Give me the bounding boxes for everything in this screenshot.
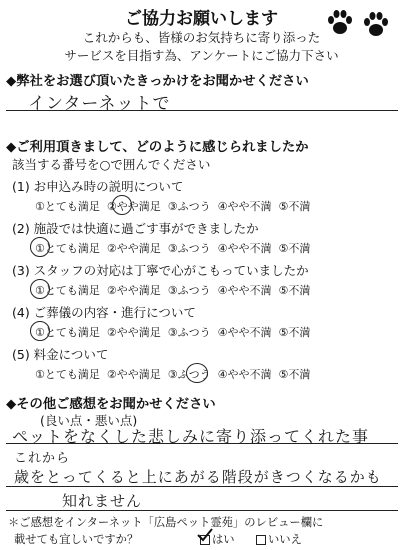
q2-heading: ◆ご利用頂きまして、どのように感じられましたか: [6, 140, 309, 155]
selection-circle: [186, 363, 208, 383]
option-very-satisfied[interactable]: ①とても満足: [35, 368, 100, 381]
option-very-satisfied[interactable]: ①とても満足: [35, 284, 100, 297]
intro-line-1: これからも、皆様のお気持ちに寄り添った: [82, 30, 321, 45]
q2-subheading: 該当する番号を○で囲んでください: [12, 157, 211, 172]
option-somewhat-satisfied[interactable]: ②やや満足: [106, 368, 161, 381]
q2-item-3-options: [35, 282, 317, 298]
option-dissatisfied[interactable]: ⑤不満: [278, 326, 311, 339]
option-neutral[interactable]: ③ふつう: [167, 326, 211, 339]
q2-item-3-label: (3) スタッフの対応は丁寧で心がこもっていましたか: [12, 263, 309, 278]
option-dissatisfied[interactable]: ⑤不満: [278, 200, 311, 213]
answer-line: [6, 486, 398, 487]
option-somewhat-dissatisfied[interactable]: ④やや不満: [217, 242, 272, 255]
consent-no-option[interactable]: [256, 531, 302, 547]
option-somewhat-satisfied[interactable]: ②やや満足: [106, 242, 161, 255]
selection-circle: [30, 321, 50, 341]
answer-line: [6, 110, 398, 111]
selection-circle: [30, 279, 50, 299]
no-label: いいえ: [268, 533, 302, 546]
q2-item-2-label: (2) 施設では快適に過ごす事ができましたか: [12, 221, 259, 236]
q2-item-4-options: [35, 324, 317, 340]
answer-line: [6, 443, 398, 444]
option-somewhat-satisfied[interactable]: ②やや満足: [106, 200, 161, 213]
option-very-satisfied[interactable]: ①とても満足: [35, 242, 100, 255]
review-consent-note-line-2: 載せても宜しいですか？: [14, 533, 139, 546]
selection-circle: [30, 237, 50, 257]
option-somewhat-dissatisfied[interactable]: ④やや不満: [217, 200, 272, 213]
option-neutral[interactable]: ③ふつう: [167, 242, 211, 255]
option-dissatisfied[interactable]: ⑤不満: [278, 284, 311, 297]
option-somewhat-satisfied[interactable]: ②やや満足: [106, 284, 161, 297]
q1-answer[interactable]: インターネットで: [28, 94, 171, 114]
q3-subheading: (良い点・悪い点): [40, 413, 138, 428]
option-somewhat-dissatisfied[interactable]: ④やや不満: [217, 284, 272, 297]
q3-answer-line-4[interactable]: 知れません: [62, 492, 143, 510]
q2-item-4-label: (4) ご葬儀の内容・進行について: [12, 305, 196, 320]
option-neutral[interactable]: ③ふつう: [167, 368, 211, 381]
review-consent-note-line-1: ＊ご感想をインターネット「広島ペット霊苑」のレビュー欄に: [8, 516, 324, 529]
option-neutral[interactable]: ③ふつう: [167, 284, 211, 297]
page-title: ご協力お願いします: [125, 9, 278, 29]
q3-answer-line-1[interactable]: ペットをなくした悲しみに寄り添ってくれた事: [12, 427, 370, 446]
check-mark-icon: [196, 527, 214, 543]
intro-line-2: サービスを目指す為、アンケートにご協力下さい: [64, 48, 339, 63]
no-checkbox[interactable]: [256, 535, 266, 545]
q2-item-5-options: [35, 366, 317, 382]
option-very-satisfied[interactable]: ①とても満足: [35, 200, 100, 213]
q3-heading: ◆その他ご感想をお聞かせください: [6, 397, 216, 412]
answer-line: [6, 510, 398, 511]
option-dissatisfied[interactable]: ⑤不満: [278, 368, 311, 381]
q2-item-1-options: [35, 198, 317, 214]
q2-item-2-options: [35, 240, 317, 256]
option-very-satisfied[interactable]: ①とても満足: [35, 326, 100, 339]
q2-item-1-label: (1) お申込み時の説明について: [12, 179, 184, 194]
q3-answer-line-3[interactable]: 歳をとってくると上にあがる階段がきつくなるかも: [14, 468, 382, 486]
option-somewhat-satisfied[interactable]: ②やや満足: [106, 326, 161, 339]
selection-circle: [112, 195, 132, 215]
yes-label: はい: [212, 533, 235, 546]
q1-heading: ◆弊社をお選び頂いたきっかけをお聞かせください: [6, 74, 309, 89]
option-somewhat-dissatisfied[interactable]: ④やや不満: [217, 368, 272, 381]
option-somewhat-dissatisfied[interactable]: ④やや不満: [217, 326, 272, 339]
q3-answer-line-2[interactable]: これから: [14, 451, 71, 466]
q2-item-5-label: (5) 料金について: [12, 347, 109, 362]
option-neutral[interactable]: ③ふつう: [167, 200, 211, 213]
option-dissatisfied[interactable]: ⑤不満: [278, 242, 311, 255]
